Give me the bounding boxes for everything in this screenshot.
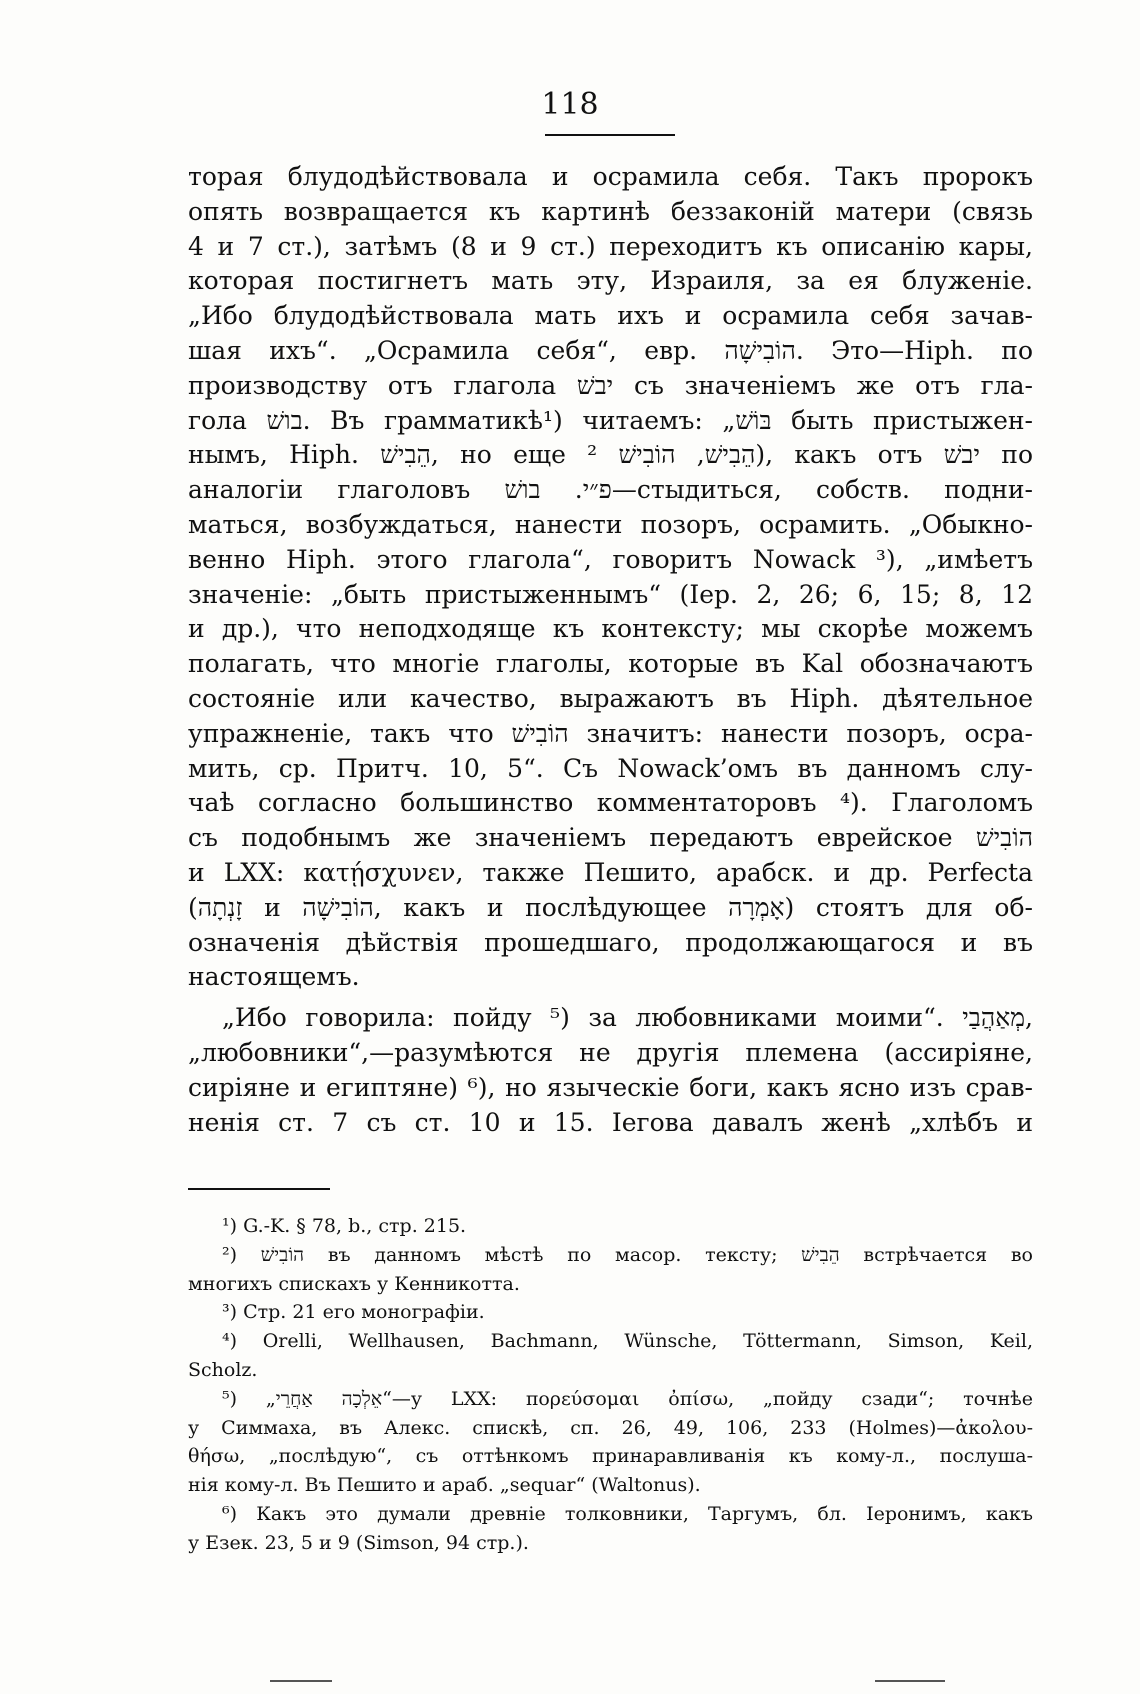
text-line: шая ихъ“. „Осрамила себя“, евр. הוֹבִישָׁה. Это—Hiph. по (188, 335, 1033, 365)
footnote-line: многихъ спискахъ у Кенникотта. (188, 1272, 520, 1295)
text-line: „Ибо блудодѣйствовала мать ихъ и осрамила себя зачав- (188, 301, 1033, 331)
text-line: 4 и 7 ст.), затѣмъ (8 и 9 ст.) переходитъ къ описанію кары, (188, 231, 1033, 261)
footnote-line: ²) הוֹבִישׁ въ данномъ мѣстѣ по масор. тексту; הֵבִישׁ встрѣчается во (222, 1243, 1033, 1266)
footnote-line: у Симмаха, въ Алекс. спискѣ, сп. 26, 49, 106, 233 (Holmes)—ἀκολου- (188, 1416, 1033, 1439)
text-line: ненія ст. 7 съ ст. 10 и 15. Iегова давалъ женѣ „хлѣбъ и (188, 1107, 1033, 1137)
bottom-rule-left (270, 1680, 332, 1682)
text-line: значеніе: „быть пристыженнымъ“ (Iер. 2, 26; 6, 15; 8, 12 (188, 579, 1033, 609)
footnote-line: θήσω, „послѣдую“, съ оттѣнкомъ принаравливанія къ кому-л., послуша- (188, 1445, 1033, 1468)
text-line: гола בושׁ. Въ грамматикѣ¹) читаемъ: „בּוֹשׁ быть пристыжен- (188, 405, 1033, 435)
text-line: „Ибо говорила: пойду ⁵) за любовниками моими“. מְאַהֲבַי, (222, 1003, 1033, 1033)
text-line: съ подобнымъ же значеніемъ передаютъ еврейское הוֹבִישׁ (188, 823, 1033, 853)
footnote-line: ⁴) Orelli, Wellhausen, Bachmann, Wünsche, Töttermann, Simson, Keil, (222, 1330, 1033, 1353)
text-line: сиріяне и египтяне) ⁶), но языческіе боги, какъ ясно изъ срав- (188, 1072, 1033, 1102)
text-line: которая постигнетъ мать эту, Израиля, за ея блуженіе. (188, 266, 1033, 296)
text-line: нымъ, Hiph. הֵבִישׁ, но еще הֵבִישׁ, הוֹבִישׁ ²), какъ отъ יבשׁ по (188, 440, 1033, 470)
footnote-line: ⁵) „אֵלְכָה אַחֲרֵי“—у LXX: πορεύσομαι ὀπίσω, „пойду сзади“; точнѣе (222, 1387, 1033, 1410)
text-line: упражненіе, такъ что הוֹבִישׁ значитъ: нанести позоръ, осра- (188, 718, 1033, 748)
page-number-rule (545, 134, 675, 136)
text-line: маться, возбуждаться, нанести позоръ, осрамить. „Обыкно- (188, 509, 1033, 539)
main-text (188, 160, 1033, 1140)
text-line: настоящемъ. (188, 962, 360, 992)
bottom-rule-right (875, 1680, 945, 1682)
footnote-line: ⁶) Какъ это думали древніе толковники, Таргумъ, бл. Iеронимъ, какъ (222, 1502, 1033, 1525)
text-line: аналогіи глаголовъ פ״י. בושׁ—стыдиться, собств. подни- (188, 475, 1033, 505)
text-line: означенія дѣйствія прошедшаго, продолжающагося и въ (188, 927, 1033, 957)
text-line: мить, ср. Притч. 10, 5“. Съ Nowack’омъ въ данномъ слу- (188, 753, 1033, 783)
footnotes (188, 1212, 1033, 1558)
text-line: и LXX: κατῄσχυνεν, также Пешито, арабск. и др. Perfecta (188, 857, 1033, 887)
text-line: (זָנְתָה и הוֹבִישָׁה, какъ и послѣдующее אָמְרָה) стоятъ для об- (188, 892, 1033, 922)
text-line: состояніе или качество, выражаютъ въ Hiph. дѣятельное (188, 683, 1033, 713)
text-line: торая блудодѣйствовала и осрамила себя. Такъ пророкъ (188, 162, 1033, 191)
text-line: производству отъ глагола יבשׁ съ значеніемъ же отъ гла- (188, 370, 1033, 400)
text-line: и др.), что неподходяще къ контексту; мы скорѣе можемъ (188, 614, 1033, 644)
footnote-line: у Езек. 23, 5 и 9 (Simson, 94 стр.). (188, 1531, 529, 1554)
footnote-line: Scholz. (188, 1358, 258, 1381)
text-line: „любовники“,—разумѣются не другія племена (ассиріяне, (188, 1037, 1033, 1067)
footnote-rule (188, 1188, 330, 1190)
text-line: чаѣ согласно большинство комментаторовъ ⁴). Глаголомъ (188, 788, 1033, 818)
page-number: 118 (541, 87, 599, 122)
footnote-line: ¹) G.-K. § 78, b., стр. 215. (222, 1215, 467, 1237)
text-line: полагать, что многіе глаголы, которые въ Kal обозначаютъ (188, 649, 1033, 679)
text-line: опять возвращается къ картинѣ беззаконій матери (связь (188, 196, 1033, 226)
footnote-line: ³) Стр. 21 его монографіи. (222, 1301, 485, 1324)
text-line: венно Hiph. этого глагола“, говоритъ Nowack ³), „имѣетъ (188, 544, 1033, 574)
footnote-line: нія кому-л. Въ Пешито и араб. „sequar“ (Waltonus). (188, 1474, 701, 1497)
